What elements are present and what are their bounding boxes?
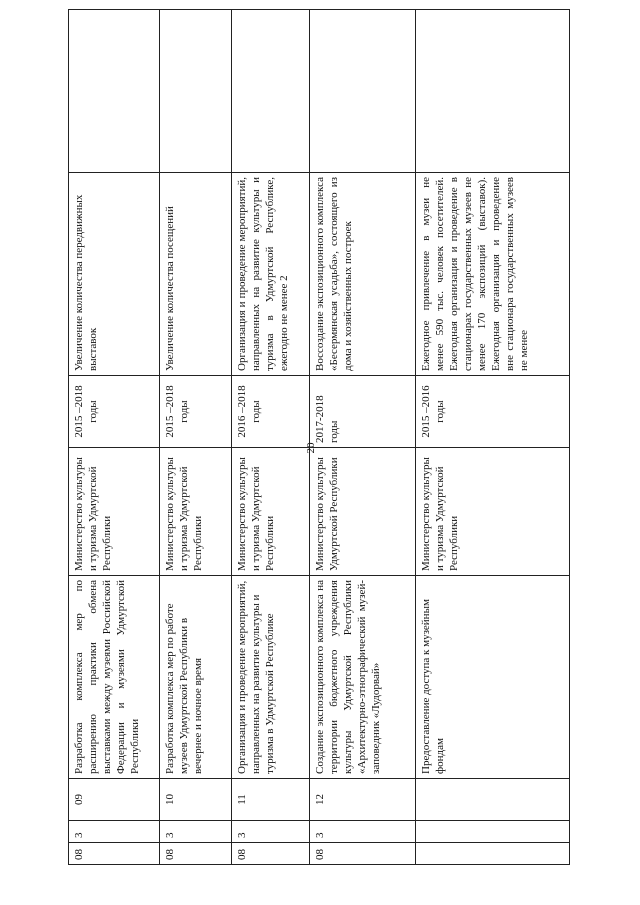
measure-cell: Создание экспозиционного комплекса на территории бюджетного учреждения культуры Удмуртской Республики «Архитектурно-этнографический музей-заповедник «Лудорвай»	[310, 576, 416, 779]
period-cell: 2015 –2016 годы	[416, 376, 570, 448]
code-cell: 09	[69, 779, 160, 821]
table-row	[416, 10, 570, 865]
code-cell: 10	[160, 779, 232, 821]
rotated-table-frame	[68, 10, 572, 865]
period-cell: 2015 –2018 годы	[69, 376, 160, 448]
measures-table	[68, 9, 570, 865]
code-cell: 3	[160, 821, 232, 843]
extra-cell	[69, 10, 160, 173]
executor-cell: Министерство культуры и туризма Удмуртской Республики	[416, 448, 570, 576]
period-cell: 2015 –2018 годы	[160, 376, 232, 448]
result-cell: Воссоздание экспозиционного комплекса «Бесермянская усадьба», состоящего из дома и хозяйственных построек	[310, 173, 416, 376]
result-cell: Увеличение количества посещений	[160, 173, 232, 376]
code-cell: 08	[310, 843, 416, 865]
measure-cell: Разработка комплекса мер по работе музеев Удмуртской Республики в вечернее и ночное время	[160, 576, 232, 779]
period-cell: 2017-2018 годы	[310, 376, 416, 448]
extra-cell	[310, 10, 416, 173]
executor-cell: Министерство культуры и туризма Удмуртской Республики	[69, 448, 160, 576]
extra-cell	[416, 10, 570, 173]
period-cell: 2016 –2018 годы	[232, 376, 310, 448]
code-cell: 08	[232, 843, 310, 865]
code-cell	[416, 843, 570, 865]
result-cell: Увеличение количества передвижных выставок	[69, 173, 160, 376]
extra-cell	[232, 10, 310, 173]
code-cell: 3	[232, 821, 310, 843]
table-row	[69, 10, 160, 865]
table-row	[160, 10, 232, 865]
executor-cell: Министерство культуры и туризма Удмуртской Республики	[232, 448, 310, 576]
result-cell: Организация и проведение мероприятий, направленных на развитие культуры и туризма в Удмуртской Республике, ежегодно не менее 2	[232, 173, 310, 376]
extra-cell	[160, 10, 232, 173]
result-cell: Ежегодное привлечение в музеи не менее 590 тыс. человек посетителей. Ежегодная организация и проведение в стационарах государственных музеев не менее 170 экспозиций (выставок). Ежегодная организация и проведение вне стационара государственных музеев не менее	[416, 173, 570, 376]
executor-cell: Министерство культуры и туризма Удмуртской Республики	[160, 448, 232, 576]
code-cell: 3	[69, 821, 160, 843]
page-number: 20	[305, 442, 317, 454]
table-row	[232, 10, 310, 865]
measure-cell: Разработка комплекса мер по расширению практики обмена выставками между музеями Российской Федерации и музеями Удмуртской Республики	[69, 576, 160, 779]
code-cell: 12	[310, 779, 416, 821]
code-cell: 08	[69, 843, 160, 865]
code-cell: 08	[160, 843, 232, 865]
code-cell	[416, 779, 570, 821]
code-cell: 3	[310, 821, 416, 843]
measure-cell: Организация и проведение мероприятий, направленных на развитие культуры и туризма в Удмуртской Республике	[232, 576, 310, 779]
code-cell: 11	[232, 779, 310, 821]
executor-cell: Министерство культуры Удмуртской Республики	[310, 448, 416, 576]
table-row	[310, 10, 416, 865]
measure-cell: Предоставление доступа к музейным фондам	[416, 576, 570, 779]
code-cell	[416, 821, 570, 843]
